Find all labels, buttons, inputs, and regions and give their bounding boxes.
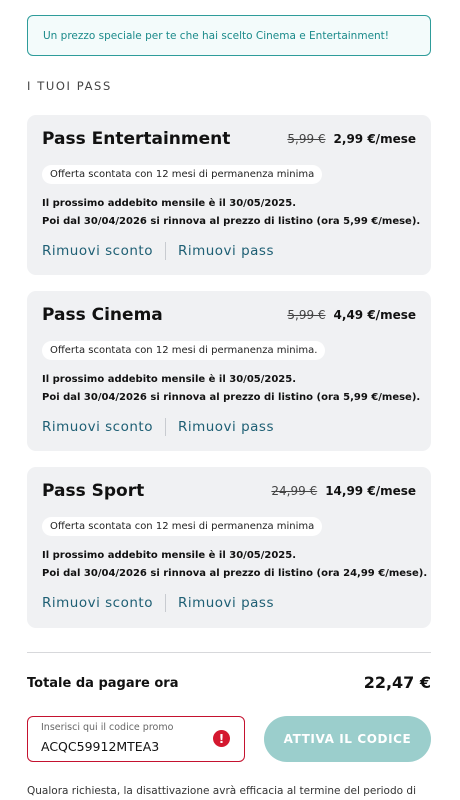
remove-discount-link[interactable]: Rimuovi sconto [42, 595, 153, 611]
new-price: 14,99 €/mese [325, 484, 416, 498]
billing-next-charge: Il prossimo addebito mensile è il 30/05/2025. [42, 550, 297, 561]
billing-next-charge: Il prossimo addebito mensile è il 30/05/2025. [42, 198, 297, 209]
offer-badge: Offerta scontata con 12 mesi di permanenza minima. [42, 341, 325, 360]
billing-renewal: Poi dal 30/04/2026 si rinnova al prezzo di listino (ora 5,99 €/mese). [42, 392, 421, 403]
promo-notice-text: Un prezzo speciale per te che hai scelto Cinema e Entertainment! [43, 29, 390, 42]
pass-card-sport [27, 467, 431, 628]
pass-price [287, 132, 416, 146]
promo-code-input[interactable] [41, 739, 201, 754]
promo-code-field[interactable] [27, 716, 245, 762]
remove-discount-link[interactable]: Rimuovi sconto [42, 243, 153, 259]
pass-price [271, 484, 416, 498]
offer-badge: Offerta scontata con 12 mesi di permanenza minima [42, 165, 322, 184]
billing-info [42, 195, 420, 231]
new-price: 4,49 €/mese [333, 308, 416, 322]
pass-actions [42, 242, 274, 260]
actions-divider [165, 242, 166, 260]
total-value: 22,47 € [363, 673, 431, 692]
pass-card-entertainment [27, 115, 431, 275]
pass-actions [42, 418, 274, 436]
new-price: 2,99 €/mese [333, 132, 416, 146]
deactivation-footnote: Qualora richiesta, la disattivazione avrà efficacia al termine del periodo di [27, 785, 416, 797]
billing-renewal: Poi dal 30/04/2026 si rinnova al prezzo di listino (ora 24,99 €/mese). [42, 568, 428, 579]
actions-divider [165, 418, 166, 436]
alert-icon: ! [213, 730, 230, 747]
pass-name: Pass Entertainment [42, 129, 231, 149]
total-divider [27, 652, 431, 653]
pass-name: Pass Sport [42, 481, 145, 501]
remove-discount-link[interactable]: Rimuovi sconto [42, 419, 153, 435]
billing-info [42, 371, 420, 407]
old-price: 24,99 € [271, 484, 318, 498]
remove-pass-link[interactable]: Rimuovi pass [177, 595, 274, 611]
billing-renewal: Poi dal 30/04/2026 si rinnova al prezzo di listino (ora 5,99 €/mese). [42, 216, 421, 227]
section-title: I TUOI PASS [27, 79, 112, 93]
pass-price [287, 308, 416, 322]
activate-code-button[interactable]: ATTIVA IL CODICE [264, 716, 431, 762]
actions-divider [165, 594, 166, 612]
pass-card-cinema [27, 291, 431, 451]
billing-info [42, 547, 427, 583]
remove-pass-link[interactable]: Rimuovi pass [177, 243, 274, 259]
pass-actions [42, 594, 274, 612]
old-price: 5,99 € [287, 308, 326, 322]
old-price: 5,99 € [287, 132, 326, 146]
offer-badge: Offerta scontata con 12 mesi di permanenza minima [42, 517, 322, 536]
promo-code-label: Inserisci qui il codice promo [41, 722, 174, 733]
billing-next-charge: Il prossimo addebito mensile è il 30/05/2025. [42, 374, 297, 385]
promo-notice-banner [27, 15, 431, 56]
remove-pass-link[interactable]: Rimuovi pass [177, 419, 274, 435]
pass-name: Pass Cinema [42, 305, 163, 325]
total-label: Totale da pagare ora [27, 676, 179, 691]
